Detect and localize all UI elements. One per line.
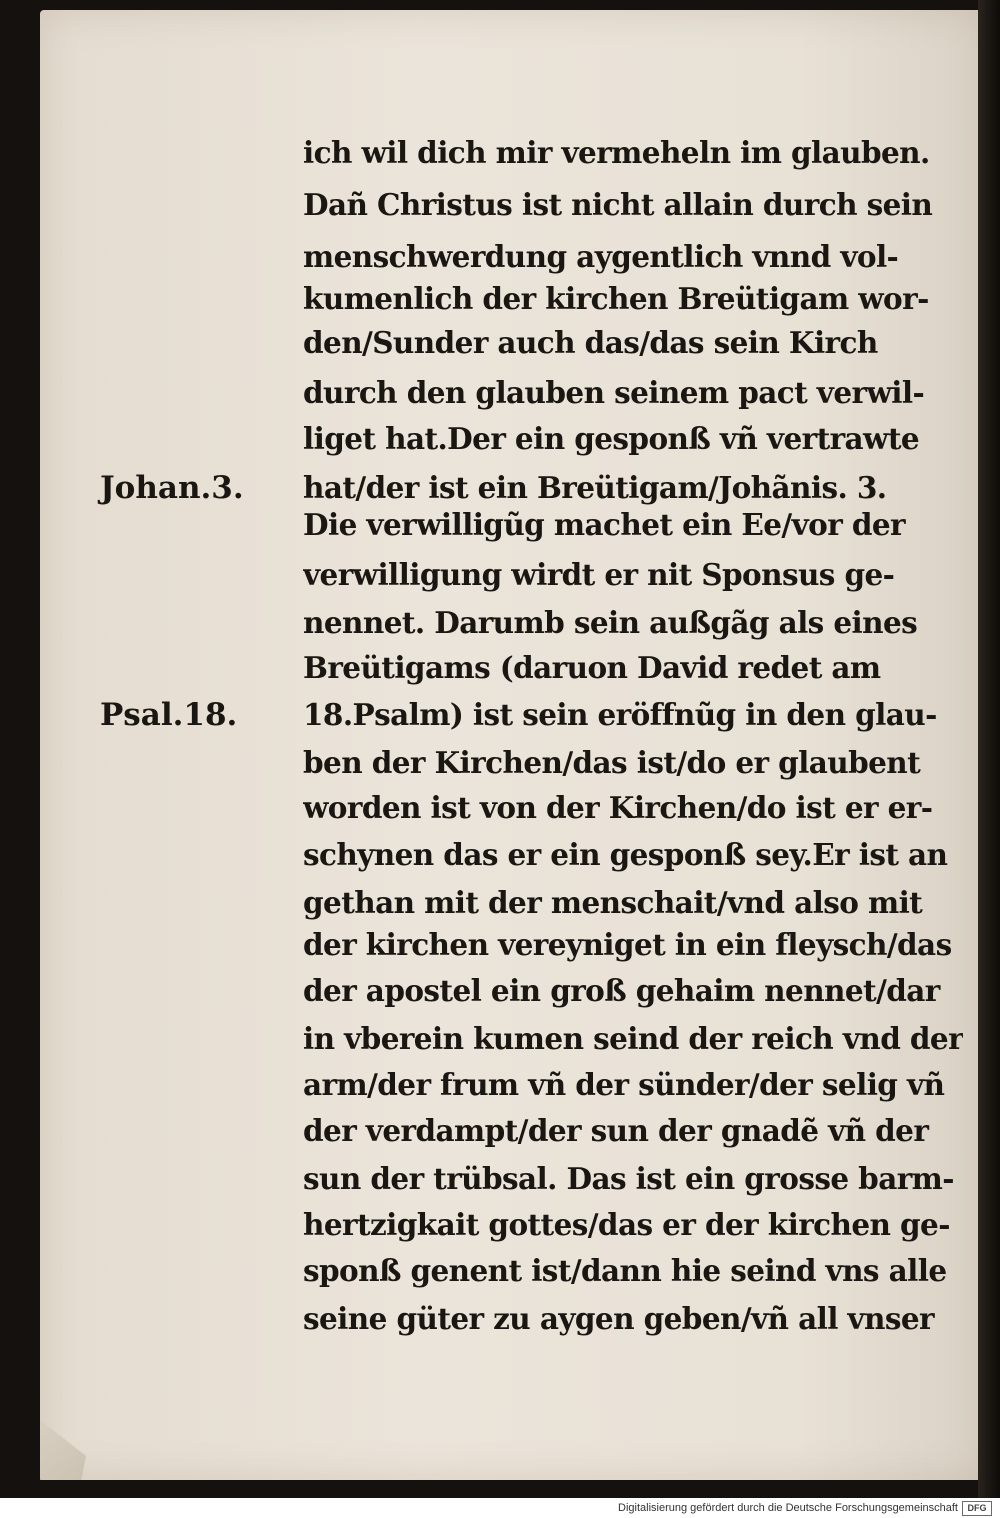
text-line: nennet. Darumb sein außgãg als eines [303,605,918,640]
text-line: in vberein kumen seind der reich vnd der [303,1021,963,1056]
text-line: Die verwilligũg machet ein Ee/vor der [303,507,905,542]
text-line: hertzigkait gottes/das er der kirchen ge- [303,1207,950,1242]
dfg-logo-icon: DFG [962,1501,992,1516]
text-line: hat/der ist ein Breütigam/Johãnis. 3. [303,470,887,505]
text-line: ben der Kirchen/das ist/do er glaubent [303,745,921,780]
book-binding-edge [978,0,1000,1498]
margin-note-johan: Johan.3. [100,470,244,506]
text-line: seine güter zu aygen geben/vñ all vnser [303,1301,934,1336]
text-line: sponß genent ist/dann hie seind vns alle [303,1253,947,1288]
text-line: Dañ Christus ist nicht allain durch sein [303,187,933,222]
text-line: der kirchen vereyniget in ein fleysch/das [303,927,952,962]
text-line: durch den glauben seinem pact verwil- [303,375,925,410]
text-line: verwilligung wirdt er nit Sponsus ge- [303,557,895,592]
text-line: der verdampt/der sun der gnadẽ vñ der [303,1113,929,1148]
footer-credit: Digitalisierung gefördert durch die Deutsche Forschungsgemeinschaft [618,1502,958,1514]
text-line: sun der trübsal. Das ist ein grosse barm- [303,1161,954,1196]
text-line: schynen das er ein gesponß sey.Er ist an [303,837,948,872]
text-line: worden ist von der Kirchen/do ist er er- [303,790,933,825]
text-line: Breütigams (daruon David redet am [303,650,881,685]
text-line: den/Sunder auch das/das sein Kirch [303,325,878,360]
text-line: liget hat.Der ein gesponß vñ vertrawte [303,421,920,456]
margin-note-psal: Psal.18. [100,697,238,733]
text-line: ich wil dich mir vermeheln im glauben. [303,135,930,170]
text-line: kumenlich der kirchen Breütigam wor- [303,281,929,316]
text-line: der apostel ein groß gehaim nennet/dar [303,973,940,1008]
text-line: 18.Psalm) ist sein eröffnũg in den glau- [303,697,937,732]
text-line: gethan mit der menschait/vnd also mit [303,885,923,920]
text-line: arm/der frum vñ der sünder/der selig vñ [303,1067,945,1102]
text-line: menschwerdung aygentlich vnnd vol- [303,239,899,274]
